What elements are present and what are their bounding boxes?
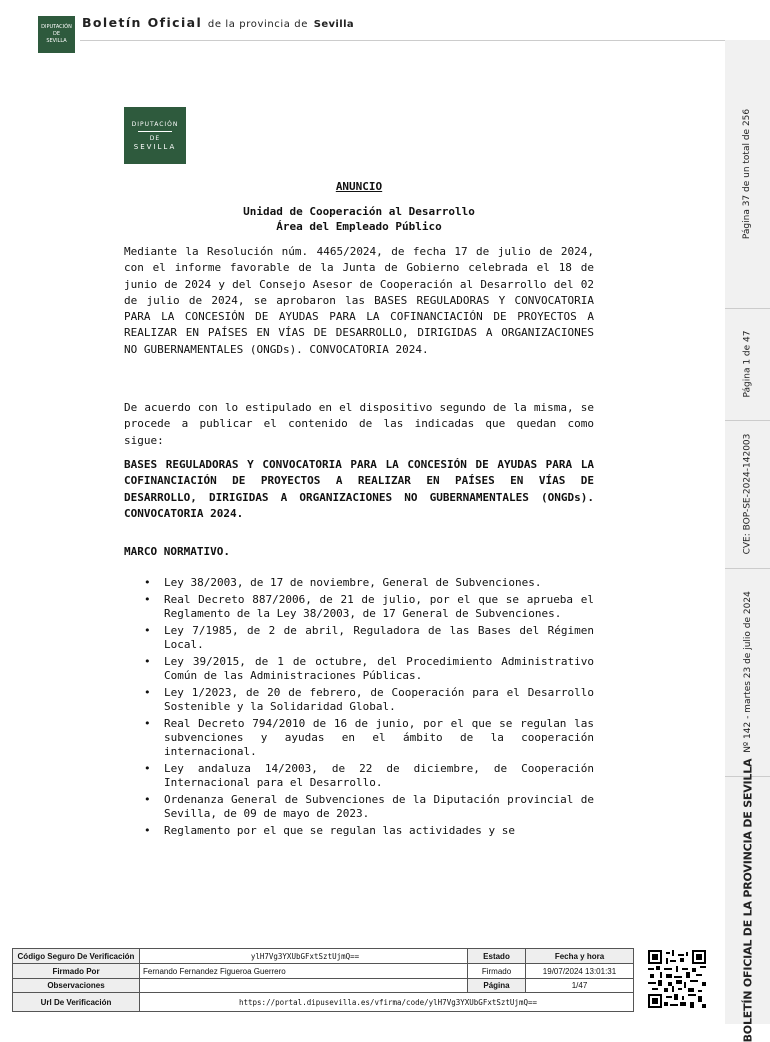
list-item: • Ley 39/2015, de 1 de octubre, del Procedimiento Administrativo Común de las Administraciones Públicas. [124,655,594,683]
logo-line3: SEVILLA [133,142,177,151]
sidebar-page-total: Página 37 de un total de 256 [742,108,753,240]
signer-name: Fernando Fernandez Figueroa Guerrero [140,964,468,979]
logo-line1: DIPUTACIÓN [131,120,179,128]
list-item: • Ley 38/2003, de 17 de noviembre, General de Subvenciones. [124,576,594,590]
paragraph-resolution: Mediante la Resolución núm. 4465/2024, de fecha 17 de julio de 2024, con el informe favorable de la Junta de Gobierno celebrada el 18 de junio de 2024 y del Consejo Asesor de Cooperación al Desarrollo del 02 de julio de 2024, se aprobaron las BASES REGULADORAS Y CONVOCATORIA PARA LA CONCESIÓN DE AYUDAS PARA LA COFINANCIACIÓN DE PROYECTOS A REALIZAR EN PAÍSES EN VÍAS DE DESARROLLO, DIRIGIDAS A ORGANIZACIONES NO GUBERNAMENTALES (ONGDs). CONVOCATORIA 2024. [124,245,594,356]
verification-code: ylH7Vg3YXUbGFxtSztUjmQ== [140,949,468,964]
unit-line2: Área del Empleado Público [276,220,442,233]
paragraph-agreement: De acuerdo con lo estipulado en el dispositivo segundo de la misma, se procede a publicar el contenido de las indicadas que quedan como sigue: [124,401,594,447]
list-item: • Real Decreto 887/2006, de 21 de julio, por el que se aprueba el Reglamento de la Ley 38/2003, de 17 General de Subvenciones. [124,593,594,621]
logo-small-line3: SEVILLA [46,38,67,44]
label-url: Url De Verificación [13,993,140,1011]
qr-code-icon[interactable] [648,950,706,1008]
document-heading: ANUNCIO [335,180,383,193]
list-item: • Ley andaluza 14/2003, de 22 de diciembre, de Cooperación Internacional para el Desarrollo. [124,762,594,790]
diputacion-logo [124,107,186,164]
signature-datetime: 19/07/2024 13:01:31 [526,964,633,979]
sidebar-cve: CVE: BOP-SE-2024-142003 [742,433,753,555]
label-observations: Observaciones [13,979,140,993]
list-item: • Ley 1/2023, de 20 de febrero, de Cooperación para el Desarrollo Sostenible y la Solidaridad Global. [124,686,594,714]
label-code: Código Seguro De Verificación [13,949,140,964]
sidebar-page-of: Página 1 de 47 [742,330,753,398]
observations-value [140,979,468,993]
diputacion-logo-small [38,16,75,53]
page-value: 1/47 [526,979,633,993]
label-page: Página [468,979,526,993]
laws-list [124,576,594,841]
sidebar-number-date: Nº 142 - martes 23 de julio de 2024 [742,591,753,753]
logo-small-line2: DE [52,31,60,37]
signature-state: Firmado [468,964,526,979]
list-item: • Real Decreto 794/2010 de 16 de junio, por el que se regulan las subvenciones y ayudas en el ámbito de la cooperación internacional. [124,717,594,759]
bases-title: BASES REGULADORAS Y CONVOCATORIA PARA LA CONCESIÓN DE AYUDAS PARA LA COFINANCIACIÓN DE PROYECTOS A REALIZAR EN PAÍSES EN VÍAS DE DESARROLLO, DIRIGIDAS A ORGANIZACIONES NO GUBERNAMENTALES (ONGDs). CONVOCATORIA 2024. [124,458,594,520]
unit-line1: Unidad de Cooperación al Desarrollo [243,205,475,218]
header-province: Sevilla [313,19,355,30]
right-sidebar [725,40,770,1042]
label-datetime: Fecha y hora [526,949,633,964]
sidebar-bulletin-name: BOLETÍN OFICIAL DE LA PROVINCIA DE SEVILLA [741,758,755,1042]
logo-divider [138,131,172,132]
logo-small-line1: DIPUTACIÓN [41,24,72,30]
list-item: • Ordenanza General de Subvenciones de la Diputación provincial de Sevilla, de 09 de mayo de 2023. [124,793,594,821]
header-title-main: Boletín Oficial [82,15,203,30]
section-heading-marco: MARCO NORMATIVO. [124,545,230,558]
header-subtitle: de la provincia de [207,19,308,30]
list-item: • Reglamento por el que se regulan las actividades y se [124,824,594,838]
header-rule [80,40,725,41]
verification-table [12,948,634,1012]
label-state: Estado [468,949,526,964]
list-item: • Ley 7/1985, de 2 de abril, Reguladora de las Bases del Régimen Local. [124,624,594,652]
label-signed-by: Firmado Por [13,964,140,979]
verification-url[interactable]: https://portal.dipusevilla.es/vfirma/code/ylH7Vg3YXUbGFxtSztUjmQ== [238,997,537,1007]
unit-heading [124,204,594,234]
logo-line2: DE [149,134,161,142]
bulletin-header-title [82,15,354,30]
